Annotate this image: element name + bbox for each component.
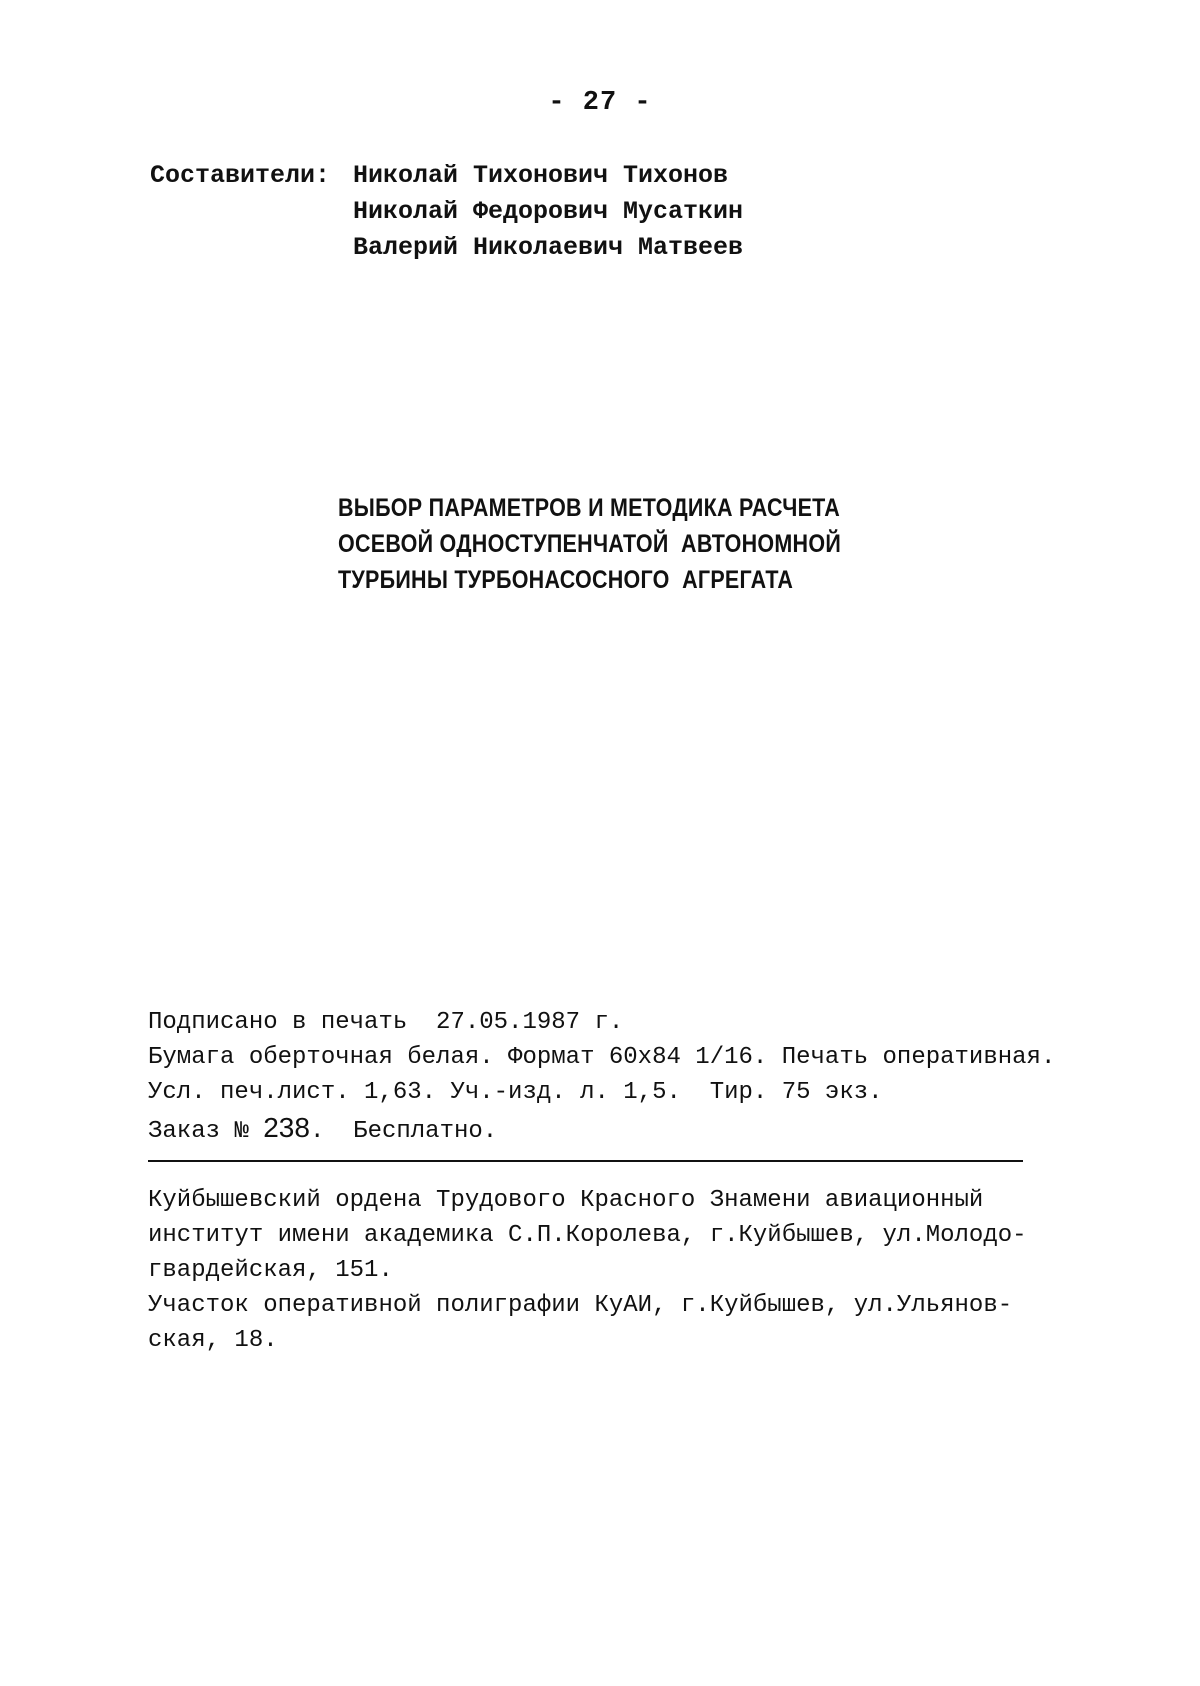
publisher-line: гвардейская, 151. — [148, 1257, 393, 1284]
document-title — [338, 490, 841, 598]
title-line: ОСЕВОЙ ОДНОСТУПЕНЧАТОЙ АВТОНОМНОЙ — [338, 530, 842, 558]
order-suffix: . Бесплатно. — [309, 1118, 498, 1145]
compilers-label: Составители: — [150, 161, 331, 190]
compiler-name: Николай Федорович Мусаткин — [353, 197, 744, 226]
divider-line — [148, 1160, 1023, 1162]
title-line: ВЫБОР ПАРАМЕТРОВ И МЕТОДИКА РАСЧЕТА — [338, 494, 841, 522]
signed-to-print-line: Подписано в печать 27.05.1987 г. — [148, 1009, 624, 1036]
printing-site-line: ская, 18. — [148, 1327, 278, 1354]
page-number: - 27 - — [548, 88, 652, 118]
publisher-block — [148, 1183, 1027, 1358]
compiler-name: Николай Тихонович Тихонов — [353, 161, 729, 190]
paper-format-line: Бумага оберточная белая. Формат 60х84 1/16. Печать оперативная. — [148, 1044, 1056, 1071]
title-line: ТУРБИНЫ ТУРБОНАСОСНОГО АГРЕГАТА — [338, 566, 794, 594]
imprint-block — [148, 1005, 1055, 1149]
print-sheets-line: Усл. печ.лист. 1,63. Уч.-изд. л. 1,5. Тир. 75 экз. — [148, 1079, 883, 1106]
order-line — [148, 1110, 1055, 1149]
compiler-name: Валерий Николаевич Матвеев — [353, 233, 744, 262]
order-number: 238 — [263, 1112, 310, 1143]
publisher-line: институт имени академика С.П.Королева, г.Куйбышев, ул.Молодо- — [148, 1222, 1027, 1249]
publisher-line: Куйбышевский ордена Трудового Красного Знамени авиационный — [148, 1187, 984, 1214]
order-prefix: Заказ № — [148, 1118, 249, 1145]
printing-site-line: Участок оперативной полиграфии КуАИ, г.Куйбышев, ул.Ульянов- — [148, 1292, 1013, 1319]
compilers-names — [353, 158, 743, 266]
